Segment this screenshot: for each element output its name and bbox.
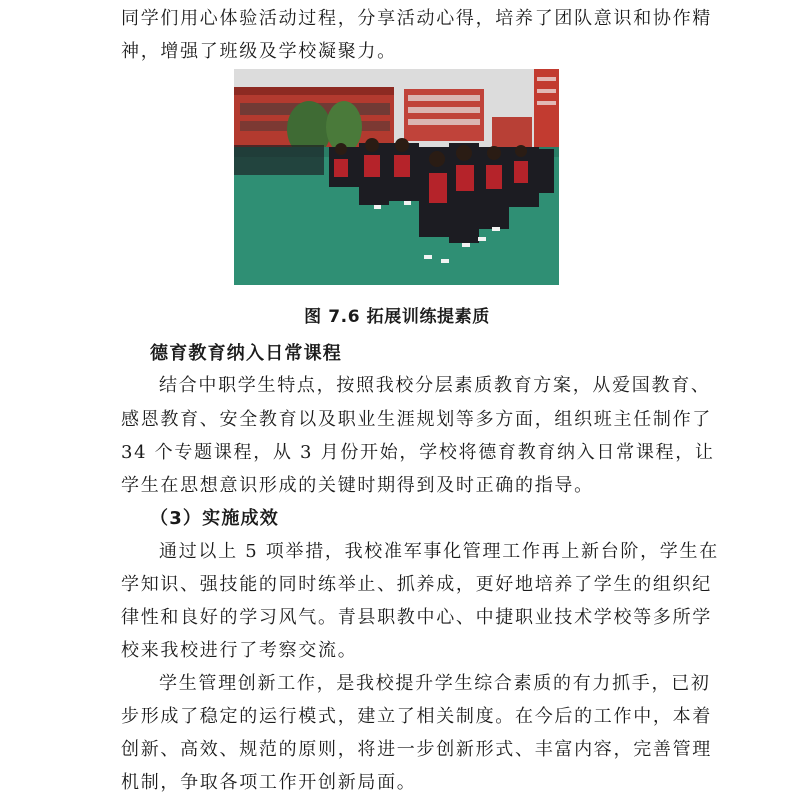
section-heading-moral-education: 德育教育纳入日常课程: [150, 343, 342, 364]
moral-paragraph-line-3: 34 个专题课程，从 3 月份开始，学校将德育教育纳入日常课程，让: [121, 442, 715, 463]
results-paragraph-1-line-1: 通过以上 5 项举措，我校准军事化管理工作再上新台阶，学生在: [159, 541, 719, 562]
results-paragraph-1-line-2: 学知识、强技能的同时练举止、抓养成，更好地培养了学生的组织纪: [121, 574, 712, 595]
results-paragraph-2-line-4: 机制，争取各项工作开创新局面。: [121, 772, 417, 793]
results-paragraph-2-line-2: 步形成了稳定的运行模式，建立了相关制度。在今后的工作中，本着: [121, 706, 712, 727]
figure-caption: 图 7.6 拓展训练提素质: [304, 307, 490, 327]
students-outdoor-activity-photo-icon: [234, 69, 559, 285]
figure-photo: [234, 69, 559, 285]
intro-paragraph-line-1: 同学们用心体验活动过程，分享活动心得，培养了团队意识和协作精: [121, 8, 712, 29]
results-paragraph-2-line-1: 学生管理创新工作，是我校提升学生综合素质的有力抓手，已初: [159, 673, 711, 694]
moral-paragraph-line-4: 学生在思想意识形成的关键时期得到及时正确的指导。: [121, 475, 594, 496]
results-paragraph-1-line-4: 校来我校进行了考察交流。: [121, 640, 358, 661]
moral-paragraph-line-2: 感恩教育、安全教育以及职业生涯规划等多方面，组织班主任制作了: [121, 409, 712, 430]
section-heading-results: （3）实施成效: [150, 508, 279, 529]
intro-paragraph-line-2: 神，增强了班级及学校凝聚力。: [121, 41, 397, 62]
moral-paragraph-line-1: 结合中职学生特点，按照我校分层素质教育方案，从爱国教育、: [159, 375, 711, 396]
results-paragraph-1-line-3: 律性和良好的学习风气。青县职教中心、中捷职业技术学校等多所学: [121, 607, 712, 628]
results-paragraph-2-line-3: 创新、高效、规范的原则，将进一步创新形式、丰富内容，完善管理: [121, 739, 712, 760]
